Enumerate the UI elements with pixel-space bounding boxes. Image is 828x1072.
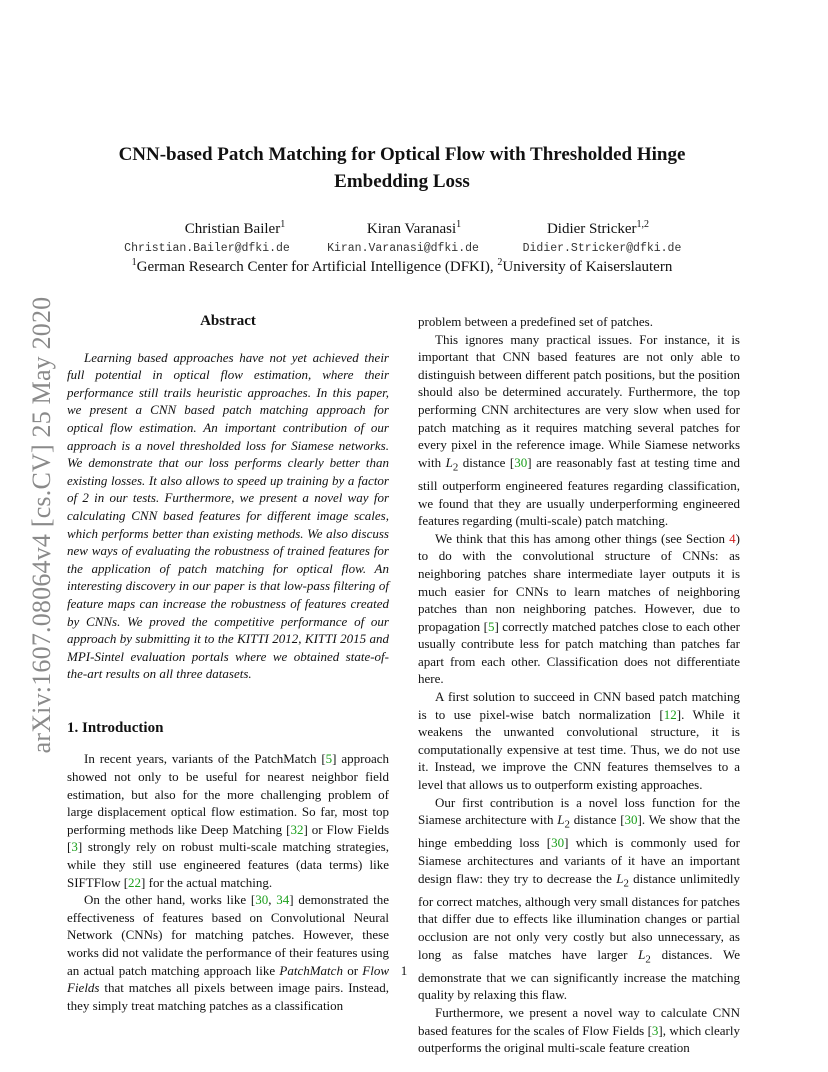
author-2 [314, 219, 514, 238]
paper-title: CNN-based Patch Matching for Optical Flow with Thresholded Hinge Embedding Loss [118, 144, 686, 192]
author-2-name: Kiran Varanasi [366, 221, 457, 237]
right-paragraph-1 [418, 331, 740, 530]
text-run: or [342, 962, 363, 978]
citation-link[interactable]: 30 [624, 812, 638, 828]
affiliation-org-1: German Research Center for Artificial Intelligence (DFKI), [136, 259, 498, 275]
author-3-sup: 1,2 [636, 219, 650, 230]
author-3-name: Didier Stricker [546, 221, 637, 237]
text-run: ] or Flow Fields [ [67, 821, 390, 855]
math-symbol: L [616, 870, 624, 886]
citation-link[interactable]: 30 [514, 454, 528, 470]
author-1-name: Christian Bailer [184, 221, 281, 237]
right-paragraph-2 [418, 530, 740, 688]
author-2-email: Kiran.Varanasi@dfki.de [327, 242, 479, 255]
arxiv-stamp [16, 290, 68, 760]
text-run: ]. We show that the hinge embedding loss [ [418, 812, 741, 851]
emphasis-patchmatch: PatchMatch [279, 962, 343, 978]
math-subscript: 2 [452, 461, 459, 474]
author-2-sup: 1 [456, 219, 462, 230]
text-run: distances. We demonstrate that we can significantly increase the matching quality by relaxing this flaw. [418, 946, 740, 1003]
right-column [418, 313, 740, 1057]
right-paragraph-3 [418, 688, 740, 794]
text-run: that matches all pixels between image pairs. Instead, they simply treat matching patches as a classification [67, 980, 389, 1013]
text-run: distance [ [458, 454, 515, 470]
citation-link[interactable]: 30 [255, 892, 269, 908]
math-symbol: L [638, 946, 646, 962]
affiliation-sup-1: 1 [131, 257, 137, 268]
text-run: On the other hand, works like [ [84, 892, 256, 908]
right-paragraph-5 [418, 1004, 740, 1057]
text-run: We think that this has among other things (see Section [435, 530, 730, 546]
math-subscript: 2 [645, 953, 651, 966]
citation-link[interactable]: 34 [276, 892, 290, 908]
affiliation-org-2: University of Kaiserslautern [502, 259, 673, 275]
math-subscript: 2 [564, 818, 570, 831]
text-run: ) to do with the convolutional structure of CNNs: as neighboring patches share intermediate layer outputs it is much easier for CNNs to learn matches of neighboring patches than non neighboring patches. However, due to propagation [ [418, 530, 740, 634]
text-run: A first solution to succeed in CNN based patch matching is to use pixel-wise batch normalization [ [418, 689, 740, 722]
text-run: ] demonstrated the effectiveness of features based on Convolutional Neural Network (CNNs) for matching patches. However, these works did not validate the performance of their features using an actual patch matching approach like [67, 892, 389, 978]
citation-link[interactable]: 12 [663, 706, 677, 722]
text-run: This ignores many practical issues. For instance, it is important that CNN based features are not only able to distinguish between different patch positions, but the position should also be determined accurately. Furthermore, the top performing CNN architectures are very slow when used for patch matching as it requires matching several patches for every pixel in the reference image. While Siamese networks with [418, 331, 740, 470]
text-run: ], which clearly outperforms the original multi-scale feature creation [418, 1022, 740, 1056]
intro-paragraph-2 [67, 891, 389, 1014]
author-1 [135, 219, 335, 238]
text-run: Our first contribution is a novel loss function for the Siamese architecture with [418, 794, 740, 828]
text-run: distance unlimitedly for correct matches, although very small distances for patches that differ due to effects like illumination changes or partial occlusion are not only very costly but also unnecessary, as long as false matches have larger [418, 870, 740, 962]
math-symbol: L [557, 812, 565, 828]
math-symbol: L [445, 454, 453, 470]
citation-link[interactable]: 30 [551, 835, 565, 851]
affiliation [90, 257, 714, 276]
right-paragraph-4 [418, 794, 740, 1004]
citation-link[interactable]: 5 [325, 751, 333, 767]
citation-link[interactable]: 5 [487, 618, 495, 634]
author-1-email: Christian.Bailer@dfki.de [124, 242, 290, 255]
emphasis-flow-fields: Flow Fields [67, 962, 389, 996]
text-run: ] for the actual matching. [141, 874, 273, 890]
text-run: Furthermore, we present a novel way to calculate CNN based features for the scales of Flow Fields [ [418, 1004, 740, 1038]
right-paragraph-0: problem between a predefined set of patches. [418, 314, 653, 329]
text-run: ] correctly matched patches close to each other usually contribute less for patch matching than patches far apart from each other. Classification does not differentiate here. [418, 618, 740, 687]
text-run: distance [ [569, 812, 625, 828]
left-column [67, 313, 389, 1014]
text-run: , [268, 892, 277, 908]
intro-heading: 1. Introduction [67, 719, 164, 736]
text-run: ] which is commonly used for Siamese architectures and variants of it have an important design flaw: they try to decrease the [418, 835, 740, 886]
text-run: ]. While it weakens the unwanted convolutional structure, it is computationally expensive at test time. Thus, we do not use it. Instead, we improve the CNN features themselves to a level that allows us to outperform existing approaches. [418, 706, 740, 793]
text-run: ] are reasonably fast at testing time and still outperform engineered features regarding classification, we found that they are usually underperforming engineered features regarding (multi-scale) patch matching. [418, 454, 741, 529]
author-3-email: Didier.Stricker@dfki.de [522, 242, 682, 255]
abstract-text: Learning based approaches have not yet achieved their full potential in optical flow estimation, where their performance still trails heuristic approaches. In this paper, we present a CNN based patch matching approach for optical flow estimation. An important contribution of our approach is a novel thresholded loss for Siamese networks. We demonstrate that our loss performs clearly better than existing losses. It also allows to speed up training by a factor of 2 in our tests. Furthermore, we present a novel way for calculating CNN based features for different image scales, which performs better than existing methods. We also discuss new ways of evaluating the robustness of trained features for the application of patch matching for optical flow. An interesting discovery in our paper is that low-pass filtering of feature maps can increase the robustness of features created by CNNs. We proved the competitive performance of our approach by submitting it to the KITTI 2012, KITTI 2015 and MPI-Sintel evaluation portals where we obtained state-of-the-art results on all three datasets. [67, 349, 389, 682]
text-run: ] approach showed not only to be useful for nearest neighbor field estimation, but also for the more challenging problem of large displacement optical flow estimation. So far, most top performing methods like Deep Matching [ [67, 751, 389, 837]
author-3 [498, 219, 698, 238]
text-run: In recent years, variants of the PatchMatch [ [84, 751, 326, 767]
page-number: 1 [400, 963, 408, 978]
section-link[interactable]: 4 [729, 530, 736, 546]
affiliation-sup-2: 2 [497, 257, 503, 268]
abstract-heading: Abstract [200, 313, 256, 329]
intro-paragraph-1 [67, 750, 389, 891]
math-subscript: 2 [623, 877, 629, 890]
citation-link[interactable]: 3 [71, 839, 78, 855]
text-run: ] strongly rely on robust multi-scale matching strategies, while they still use engineered features (data terms) like SIFTFlow [ [67, 839, 389, 890]
citation-link[interactable]: 3 [651, 1022, 659, 1038]
citation-link[interactable]: 32 [290, 821, 304, 837]
arxiv-stamp-text: arXiv:1607.08064v4 [cs.CV] 25 May 2020 [27, 296, 56, 754]
citation-link[interactable]: 22 [128, 874, 142, 890]
author-1-sup: 1 [280, 219, 286, 230]
